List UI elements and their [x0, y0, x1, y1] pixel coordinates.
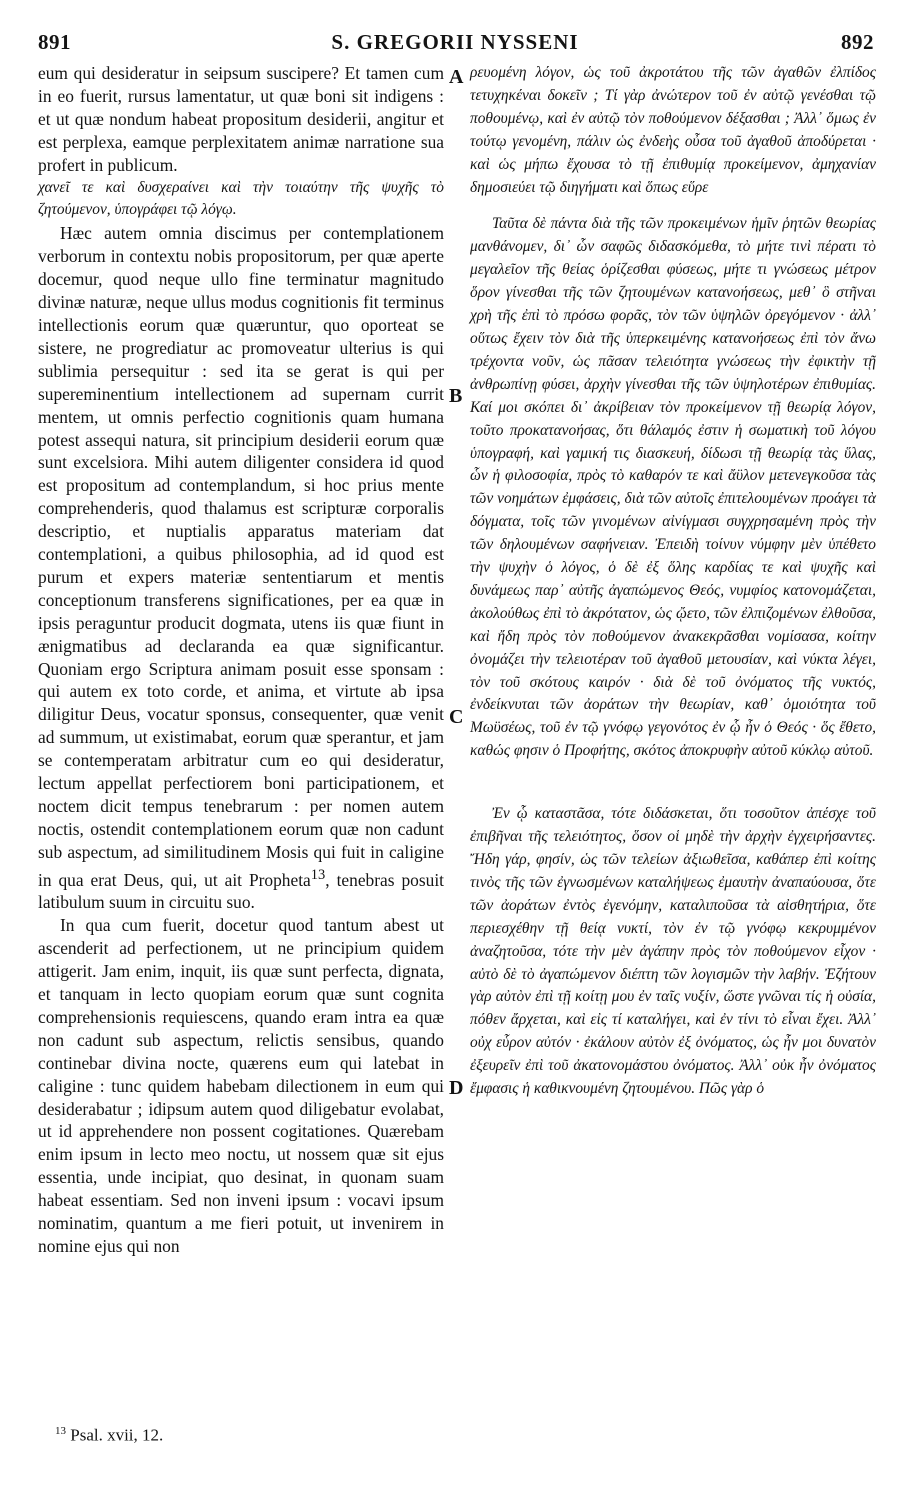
greek-paragraph-1: ρευομένη λόγον, ὡς τοῦ ἀκροτάτου τῆς τῶν ἀγαθῶν ἐλπίδος τετυχηκέναι δοκεῖν ; Τί γὰρ ἀνώτερον τοῦ ἐν αὐτῷ γενέσθαι τῷ ποθουμένῳ, καὶ ἐν αὐτῷ τὸν ποθούμενον δέξασθαι ; Ἀλλ᾽ ὅμως ἐν τούτῳ γενομένη, πάλιν ὡς ἐνδεὴς οὖσα τοῦ ἀγαθοῦ ἀποδύρεται · καὶ ὡς μήπω ἔχουσα τὸ τῇ ἐπιθυμίᾳ προκείμενον, ἀμηχανίαν δημοσιεύει τῷ διηγήματι καὶ ὅπως εὕρε — [470, 64, 876, 196]
page-number-left: 891 — [38, 30, 71, 54]
latin-paragraph-2 — [38, 222, 444, 914]
running-title: S. GREGORII NYSSENI — [331, 30, 579, 54]
footnote-reference: 13 — [310, 866, 326, 883]
greek-paragraph-3: Ἐν ᾧ καταστᾶσα, τότε διδάσκεται, ὅτι τοσοῦτον ἀπέσχε τοῦ ἐπιβῆναι τῆς τελειότητος, ὅσον οἱ μηδὲ τὴν ἀρχὴν ἐγχειρήσαντες. Ἤδη γάρ, φησίν, ὡς τῶν τελείων ἀξιωθεῖσα, καθάπερ ἐπὶ κοίτης τινὸς τῆς τῶν ἐγνωσμένων καταλήψεως ἐμαυτὴν ἀναπαύουσα, ὅτε τῶν ἀοράτων ἐντὸς ἐγενόμην, καταλιποῦσα τὰ αἰσθητήρια, ὅτε περιεσχέθην τῇ θείᾳ νυκτί, τὸν ἐν τῷ γνόφῳ κεκρυμμένον ἀναζητοῦσα, τότε τὴν μὲν ἀγάπην πρὸς τὸν ποθούμενον εἶχον · αὐτὸ δὲ τὸ ἀγαπώμενον διέπτη τῶν λογισμῶν τὴν λαβήν. Ἐζήτουν γὰρ αὐτὸν ἐπὶ τῇ κοίτῃ μου ἐν ταῖς νυξίν, ὥστε γνῶναι τίς ἡ οὐσία, πόθεν ἄρχεται, καὶ εἰς τί καταλήγει, καὶ ἐν τίνι τὸ εἶναι ἔχει. Ἀλλ᾽ οὐχ εὗρον αὐτόν · ἐκάλουν αὐτὸν ἐξ ὀνόματος, ὡς ἦν μοι δυνατὸν ἐξευρεῖν ἐπὶ τοῦ ἀκατονομάστου ὀνόματος. Ἀλλ᾽ οὐκ ἦν ὀνόματος ἔμφασις ἡ καθικνουμένη ζητουμένου. Πῶς γὰρ ὁ — [470, 805, 876, 1098]
margin-letter-d: D — [449, 1077, 464, 1099]
latin-paragraph-3: In qua cum fuerit, docetur quod tantum abest ut ascenderit ad perfectionem, ut ne principium quidem attigerit. Jam enim, inquit, iis quæ sunt perfecta, dignata, et tanquam in lecto quopiam eorum quæ sunt cognita comprehensionis requiescens, quando eram intra ea quæ non cadunt sub aspectum, relictis sensibus, quando continebar divina nocte, quærens eum qui latebat in caligine : tunc quidem habebam dilectionem in eum qui desiderabatur ; idipsum autem quod diligebatur evolabat, ut id apprehendere non possent cogitationes. Quærebam enim ipsum in lecto meo noctu, ut nossem quæ sit ejus essentia, unde incipiat, quo desinat, in quonam suam habeat essentiam. Sed non inveni ipsum : vocavi ipsum nominatim, quantum a me fieri potuit, ut invenirem in nomine ejus qui non — [38, 915, 444, 1257]
page-header — [0, 30, 910, 60]
latin-paragraph-1: eum qui desideratur in seipsum suscipere? Et tamen cum in eo fuerit, rursus lamentatur, ut quæ boni sit indigens : et ut quæ nondum habeat propositum desiderii, angitur et est perplexa, eamque perplexitatem animæ narratione sua profert in publicum. — [38, 63, 444, 175]
margin-letter-a: A — [449, 66, 464, 88]
footnote-text: Psal. xvii, 12. — [70, 1425, 164, 1445]
footnote-mark: 13 — [55, 1425, 66, 1437]
footnote — [55, 1425, 163, 1446]
greek-paragraph-2: Ταῦτα δὲ πάντα διὰ τῆς τῶν προκειμένων ἡμῖν ῥητῶν θεωρίας μανθάνομεν, δι᾽ ὧν σαφῶς διδασκόμεθα, τὸ μήτε τινὶ πέρατι τὸ μεγαλεῖον τῆς θείας ὁρίζεσθαι φύσεως, μήτε τι γνώσεως μέτρον ὅρον γίνεσθαι τῆς τῶν ζητουμένων κατανοήσεως, μεθ᾽ ὃ στῆναι χρὴ τῆς ἐπὶ τὸ πρόσω φορᾶς, τὸν τῶν ὑψηλῶν ὀρεγόμενον · ἀλλ᾽ οὕτως ἔχειν τὸν διὰ τῆς ὑπερκειμένης κατανοήσεως ἐπὶ τὸν ἄνω τρέχοντα νοῦν, ὡς πᾶσαν τελειότητα γνώσεως τὴν ἐφικτὴν τῇ ἀνθρωπίνῃ φύσει, ἀρχὴν γίνεσθαι τῆς τῶν ὑψηλοτέρων ἐπιθυμίας. Καί μοι σκόπει δι᾽ ἀκρίβειαν τὸν προκείμενον τῇ θεωρίᾳ λόγον, τοῦτο προκατανοήσας, ὅτι θάλαμός ἐστιν ἡ σωματικὴ τοῦ λόγου ὑπογραφή, καὶ γαμική τις διασκευή, δίδωσι τῇ θεωρίᾳ τὰς ὕλας, ὧν ἡ φιλοσοφία, πρὸς τὸ καθαρόν τε καὶ ἄϋλον μετενεγκοῦσα τὰς τῶν νοημάτων ἐμφάσεις, διὰ τῶν αὐτοῖς ἐπιτελουμένων προάγει τὰ δόγματα, τοῖς τῶν γινομένων αἰνίγμασι συγχρησαμένη πρὸς τὴν τῶν δηλουμένων σαφήνειαν. Ἐπειδὴ τοίνυν νύμφην μὲν ὑπέθετο τὴν ψυχὴν ὁ λόγος, ὁ δὲ ἐξ ὅλης καρδίας τε καὶ ψυχῆς καὶ δυνάμεως παρ᾽ αὐτῆς ἀγαπώμενος Θεός, νυμφίος κατονομάζεται, ἀκολούθως ἐπὶ τὸ ἀκρότατον, ὡς ᾤετο, τῶν ἐλπιζομένων ἐλθοῦσα, καὶ ἤδη πρὸς τὸν ποθούμενον ἀνακεκρᾶσθαι νομίσασα, κοίτην ὀνομάζει τὴν τελειοτέραν τοῦ ἀγαθοῦ μετουσίαν, καὶ νύκτα λέγει, τὸν τοῦ σκότους καιρόν · διὰ δὲ τοῦ ὀνόματος τῆς νυκτός, ἐνδείκνυται τῶν ἀοράτων τὴν θεωρίαν, καθ᾽ ὁμοιότητα τοῦ Μωϋσέως, τοῦ ἐν τῷ γνόφῳ γεγονότος ἐν ᾧ ἦν ὁ Θεός · ὅς ἔθετο, καθώς φησιν ὁ Προφήτης, σκότος ἀποκρυφὴν αὐτοῦ κύκλῳ αὐτοῦ. — [470, 215, 876, 760]
margin-letter-b: B — [449, 385, 463, 407]
page-number-right: 892 — [841, 30, 874, 54]
greek-column — [470, 62, 876, 1101]
margin-letter-c: C — [449, 706, 464, 728]
latin-paragraph-2-text: Hæc autem omnia discimus per contemplationem verborum in contextu nobis propositorum, per quæ aperte docemur, quod neque ullo fine terminatur magnitudo divinæ naturæ, neque ullus modus cognitionis fit terminus intellectionis eorum quæ quæruntur, quo oporteat se sistere, ne progrediatur ac promoveatur ulterius is qui sublimia persequitur : sed ita se gerat is qui per supereminentium intellectionem ad supernam currit mentem, ut omnis perfectio cognitionis quam humana potest assequi natura, sit principium desiderii eorum quæ sunt excelsiora. Mihi autem diligenter considera id quod est propositum ad contemplandum, si hoc prius mente comprehenderis, quod thalamus est scripturæ corporalis descriptio, et nuptialis apparatus materiam dat contemplationi, a quibus philosophia, ad id quod est purum et expers materiæ sententiarum et mentis conceptionum transferens significationes, per ea quæ in ipsis peraguntur producit dogmata, utens iis quæ fiunt in ænigmatibus ad declaranda ea quæ significantur. Quoniam ergo Scriptura animam posuit esse sponsam : qui autem ex toto corde, et anima, et virtute ab ipsa diligitur Deus, vocatur sponsus, consequenter, quæ venit ad summum, ut existimabat, eorum quæ sperantur, et jam se contemperatam arbitratur cum eo qui desideratur, lectum appellat perfectiorem boni participationem, et noctem dicit tempus tenebrarum : per nomen autem noctis, ostendit contemplationem eorum quæ non cadunt sub aspectum, ad similitudinem Mosis qui fuit in caligine in qua erat Deus, qui, ut ait Propheta — [38, 223, 444, 890]
latin-paragraph-2-end: , tenebras posuit latibulum suum in circuitu suo. — [38, 869, 444, 913]
greek-carryover-line: χανεῖ τε καὶ δυσχεραίνει καὶ τὴν τοιαύτην τῆς ψυχῆς τὸ ζητούμενον, ὑπογράφει τῷ λόγῳ. — [38, 178, 444, 219]
latin-column — [38, 62, 444, 1258]
